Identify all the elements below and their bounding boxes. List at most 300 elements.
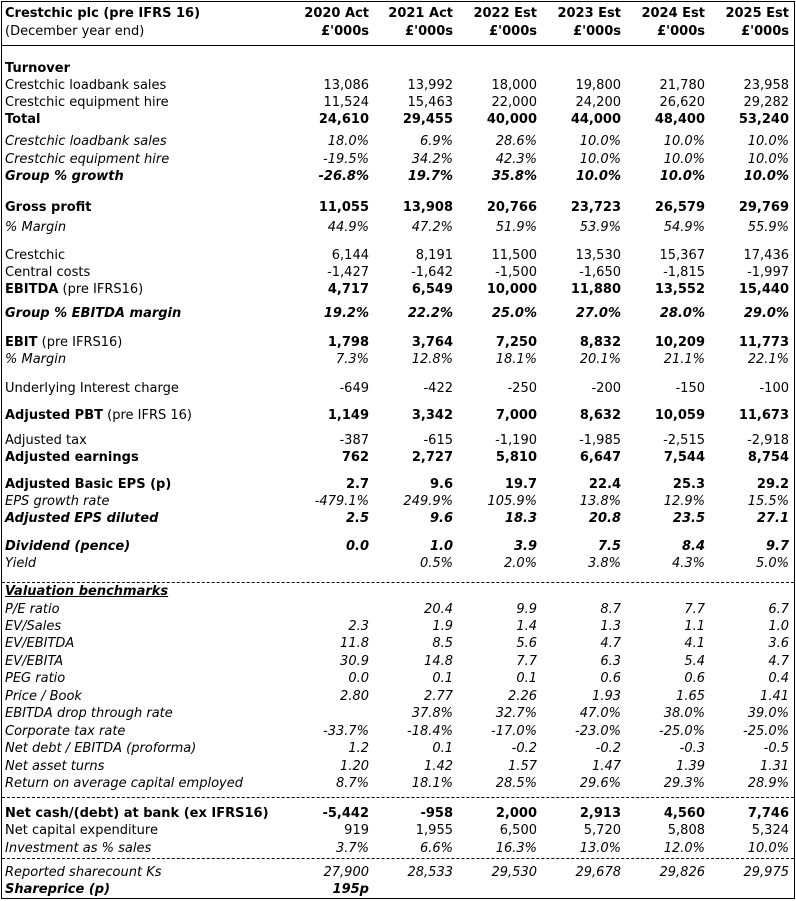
cell-value: 23,723 <box>570 200 621 215</box>
cell-value: 29.6% <box>579 776 621 791</box>
cell-value: 7,000 <box>495 408 537 423</box>
cell-value: 19,800 <box>575 78 621 93</box>
row-label-text: Adjusted EPS diluted <box>5 511 159 526</box>
row-label <box>2 806 292 821</box>
cell-value: 3.7% <box>335 841 369 856</box>
row-label <box>2 724 292 739</box>
cell-value: 18.0% <box>327 134 369 149</box>
table-row <box>2 493 794 510</box>
cell-value: 28.0% <box>659 306 705 321</box>
cell-value: -2,918 <box>747 433 789 448</box>
cell-value: 51.9% <box>495 220 537 235</box>
table-row <box>2 94 794 111</box>
cell-value: 25.0% <box>491 306 537 321</box>
cell-value: 6,500 <box>499 823 537 838</box>
cell-value: 29,455 <box>402 112 453 127</box>
cell-value: 0.6 <box>684 671 705 686</box>
cell-value: 11,500 <box>491 248 537 263</box>
row-label <box>2 61 292 76</box>
table-row <box>2 635 794 652</box>
cell-value: 15,367 <box>659 248 705 263</box>
row-label <box>2 352 292 367</box>
cell-value: -5,442 <box>322 806 369 821</box>
cell-value: 1.57 <box>508 759 537 774</box>
cell-value: 1.1 <box>684 619 705 634</box>
cell-value: 54.9% <box>663 220 705 235</box>
cell-value: 6.7 <box>768 602 789 617</box>
cell-value: 14.8 <box>424 654 453 669</box>
cell-value: 11,673 <box>738 408 789 423</box>
cell-value: 22.2% <box>407 306 453 321</box>
cell-value: 18,000 <box>491 78 537 93</box>
cell-value: 7.7 <box>516 654 537 669</box>
cell-value: 19.2% <box>323 306 369 321</box>
row-label-text: EV/Sales <box>5 619 62 634</box>
cell-value: 18.1% <box>495 352 537 367</box>
cell-value: 9.9 <box>516 602 537 617</box>
table-row <box>2 881 794 898</box>
row-label-text: Adjusted tax <box>5 433 87 448</box>
cell-value: 0.1 <box>516 671 537 686</box>
cell-value: 1.3 <box>600 619 621 634</box>
cell-value: 11.8 <box>340 636 369 651</box>
row-label-text: Return on average capital employed <box>5 776 243 791</box>
cell-value: 1.65 <box>676 689 705 704</box>
cell-value: 7.5 <box>597 539 621 554</box>
row-label <box>2 450 292 465</box>
cell-value: 10.0% <box>663 152 705 167</box>
table-row <box>2 555 794 572</box>
row-label <box>2 759 292 774</box>
cell-value: 0.1 <box>432 671 453 686</box>
row-label-text: Yield <box>5 556 37 571</box>
table-row <box>2 670 794 687</box>
cell-value: -2,515 <box>663 433 705 448</box>
column-unit: £'000s <box>741 24 789 39</box>
cell-value: 4.7 <box>600 636 621 651</box>
cell-value: -26.8% <box>318 169 369 184</box>
table-row <box>2 407 794 424</box>
cell-value: 6,647 <box>579 450 621 465</box>
row-label-text: Adjusted Basic EPS (p) <box>5 477 172 492</box>
row-label <box>2 265 292 280</box>
row-label-text: Total <box>5 112 41 127</box>
row-label-text: Reported sharecount Ks <box>5 865 162 880</box>
financial-table <box>1 1 795 899</box>
row-label-text: Group % EBITDA margin <box>5 306 182 321</box>
table-row <box>2 653 794 670</box>
row-label <box>2 477 292 492</box>
cell-value: 44,000 <box>570 112 621 127</box>
row-label <box>2 619 292 634</box>
row-label-text: EV/EBITDA <box>5 636 75 651</box>
row-label-text: Price / Book <box>5 689 82 704</box>
cell-value: 1.9 <box>432 619 453 634</box>
cell-value: 3.9 <box>513 539 537 554</box>
row-label <box>2 511 292 526</box>
cell-value: 5,720 <box>583 823 621 838</box>
row-label-text: Underlying Interest charge <box>5 381 179 396</box>
cell-value: 13.0% <box>579 841 621 856</box>
cell-value: 8,191 <box>415 248 453 263</box>
row-label <box>2 335 292 350</box>
cell-value: 2,727 <box>411 450 453 465</box>
cell-value: 12.9% <box>663 494 705 509</box>
cell-value: 105.9% <box>487 494 537 509</box>
cell-value: 27,900 <box>323 865 369 880</box>
cell-value: 3.8% <box>587 556 621 571</box>
header-row <box>2 5 794 22</box>
cell-value: -0.5 <box>763 741 789 756</box>
cell-value: 2.80 <box>340 689 369 704</box>
cell-value: 1.31 <box>760 759 789 774</box>
row-label <box>2 882 292 897</box>
cell-value: 13,530 <box>575 248 621 263</box>
cell-value: 37.8% <box>411 706 453 721</box>
row-label-suffix: (pre IFRS16) <box>58 282 144 297</box>
row-label <box>2 95 292 110</box>
cell-value: 24,610 <box>318 112 369 127</box>
row-label <box>2 408 292 423</box>
row-label-text: Shareprice (p) <box>5 882 111 897</box>
cell-value: 5.4 <box>684 654 705 669</box>
row-label-text: Turnover <box>5 61 70 76</box>
cell-value: 2.3 <box>348 619 369 634</box>
row-label <box>2 776 292 791</box>
cell-value: 919 <box>344 823 369 838</box>
table-row <box>2 281 794 298</box>
cell-value: 8.5 <box>432 636 453 651</box>
row-label <box>2 689 292 704</box>
cell-value: 22,000 <box>491 95 537 110</box>
row-label-text: % Margin <box>5 352 67 367</box>
row-label <box>2 539 292 554</box>
cell-value: -1,190 <box>495 433 537 448</box>
row-label <box>2 706 292 721</box>
cell-value: 38.0% <box>663 706 705 721</box>
cell-value: 11,524 <box>323 95 369 110</box>
row-label <box>2 200 292 215</box>
cell-value: 20.4 <box>424 602 453 617</box>
cell-value: 28.9% <box>747 776 789 791</box>
table-row <box>2 583 794 600</box>
row-label-text: Valuation benchmarks <box>5 584 169 599</box>
cell-value: 0.5% <box>419 556 453 571</box>
cell-value: -17.0% <box>491 724 537 739</box>
cell-value: 18.3 <box>504 511 537 526</box>
cell-value: 34.2% <box>411 152 453 167</box>
table-row <box>2 351 794 368</box>
cell-value: 13,992 <box>407 78 453 93</box>
cell-value: -1,642 <box>411 265 453 280</box>
cell-value: 4.1 <box>684 636 705 651</box>
table-row <box>2 60 794 77</box>
cell-value: 55.9% <box>747 220 789 235</box>
cell-value: -1,815 <box>663 265 705 280</box>
row-label <box>2 112 292 127</box>
cell-value: -18.4% <box>407 724 453 739</box>
cell-value: 40,000 <box>486 112 537 127</box>
cell-value: 19.7 <box>504 477 537 492</box>
table-row <box>2 305 794 322</box>
cell-value: 29,826 <box>659 865 705 880</box>
cell-value: 2.5 <box>345 511 369 526</box>
row-label <box>2 381 292 396</box>
cell-value: 8,832 <box>579 335 621 350</box>
cell-value: 0.6 <box>600 671 621 686</box>
cell-value: -23.0% <box>575 724 621 739</box>
table-row <box>2 740 794 757</box>
table-row <box>2 618 794 635</box>
cell-value: -422 <box>423 381 453 396</box>
cell-value: 1.93 <box>592 689 621 704</box>
cell-value: 15,463 <box>407 95 453 110</box>
cell-value: -150 <box>675 381 705 396</box>
cell-value: 10.0% <box>747 152 789 167</box>
cell-value: 53,240 <box>738 112 789 127</box>
table-row <box>2 705 794 722</box>
table-row <box>2 758 794 775</box>
row-label-text: Crestchic loadbank sales <box>5 134 167 149</box>
cell-value: 20.1% <box>579 352 621 367</box>
cell-value: 18.1% <box>411 776 453 791</box>
row-label-text: Adjusted earnings <box>5 450 139 465</box>
table-row <box>2 449 794 466</box>
cell-value: 8.4 <box>681 539 705 554</box>
row-label-text: EBITDA drop through rate <box>5 706 173 721</box>
cell-value: 20,766 <box>486 200 537 215</box>
cell-value: 1.39 <box>676 759 705 774</box>
row-label-text: Investment as % sales <box>5 841 152 856</box>
cell-value: 26,579 <box>654 200 705 215</box>
cell-value: 6.3 <box>600 654 621 669</box>
cell-value: -1,427 <box>327 265 369 280</box>
row-label <box>2 220 292 235</box>
cell-value: 20.8 <box>588 511 621 526</box>
cell-value: 27.0% <box>575 306 621 321</box>
cell-value: -1,650 <box>579 265 621 280</box>
cell-value: 47.2% <box>411 220 453 235</box>
cell-value: -0.2 <box>595 741 621 756</box>
table-row <box>2 432 794 449</box>
table-row <box>2 822 794 839</box>
row-label <box>2 602 292 617</box>
cell-value: 1.42 <box>424 759 453 774</box>
table-row <box>2 840 794 857</box>
cell-value: 47.0% <box>579 706 621 721</box>
cell-value: 0.1 <box>432 741 453 756</box>
cell-value: -19.5% <box>323 152 369 167</box>
table-row <box>2 151 794 168</box>
row-label-text: Central costs <box>5 265 91 280</box>
column-header: 2024 Est <box>641 6 705 21</box>
row-label-text: Adjusted PBT <box>5 408 103 423</box>
cell-value: -1,500 <box>495 265 537 280</box>
row-label-suffix: (pre IFRS 16) <box>102 408 192 423</box>
row-label-text: Net capital expenditure <box>5 823 158 838</box>
cell-value: 7,250 <box>495 335 537 350</box>
cell-value: 5.0% <box>755 556 789 571</box>
cell-value: 2.77 <box>424 689 453 704</box>
row-label-text: % Margin <box>5 220 67 235</box>
column-header: 2020 Act <box>304 6 369 21</box>
cell-value: -25.0% <box>659 724 705 739</box>
table-row <box>2 380 794 397</box>
cell-value: -25.0% <box>743 724 789 739</box>
row-label <box>2 152 292 167</box>
column-unit: £'000s <box>657 24 705 39</box>
row-label-text: Crestchic equipment hire <box>5 95 169 110</box>
cell-value: 9.6 <box>429 511 453 526</box>
row-label-text: Net debt / EBITDA (proforma) <box>5 741 197 756</box>
cell-value: 195p <box>332 882 369 897</box>
cell-value: 19.7% <box>407 169 453 184</box>
cell-value: 1.47 <box>592 759 621 774</box>
cell-value: 10.0% <box>743 169 789 184</box>
column-header: 2022 Est <box>473 6 537 21</box>
cell-value: 22.4 <box>588 477 621 492</box>
cell-value: 13,552 <box>654 282 705 297</box>
divider <box>2 582 794 583</box>
row-label-text: Gross profit <box>5 200 92 215</box>
cell-value: 0.0 <box>345 539 369 554</box>
cell-value: 30.9 <box>340 654 369 669</box>
cell-value: 1.0 <box>429 539 453 554</box>
column-unit: £'000s <box>573 24 621 39</box>
cell-value: -0.2 <box>511 741 537 756</box>
table-row <box>2 334 794 351</box>
row-label-text: EBIT <box>5 335 38 350</box>
cell-value: 6,144 <box>331 248 369 263</box>
row-label <box>2 823 292 838</box>
table-row <box>2 247 794 264</box>
table-row <box>2 133 794 150</box>
table-row <box>2 864 794 881</box>
cell-value: 4,717 <box>327 282 369 297</box>
cell-value: 39.0% <box>747 706 789 721</box>
cell-value: 6.9% <box>419 134 453 149</box>
row-label <box>2 584 292 599</box>
row-label <box>2 654 292 669</box>
cell-value: 6.6% <box>419 841 453 856</box>
row-label-text: P/E ratio <box>5 602 60 617</box>
row-label <box>2 306 292 321</box>
cell-value: 27.1 <box>756 511 789 526</box>
row-label-text: Net asset turns <box>5 759 105 774</box>
row-label <box>2 494 292 509</box>
table-row <box>2 264 794 281</box>
cell-value: 23.5 <box>672 511 705 526</box>
cell-value: 10.0% <box>663 134 705 149</box>
cell-value: 11,055 <box>318 200 369 215</box>
cell-value: 15,440 <box>738 282 789 297</box>
column-unit: £'000s <box>489 24 537 39</box>
cell-value: 24,200 <box>575 95 621 110</box>
cell-value: 44.9% <box>327 220 369 235</box>
row-label <box>2 134 292 149</box>
row-label-text: EV/EBITA <box>5 654 64 669</box>
cell-value: 5,324 <box>751 823 789 838</box>
table-row <box>2 723 794 740</box>
row-label <box>2 433 292 448</box>
table-row <box>2 688 794 705</box>
cell-value: 29.0% <box>743 306 789 321</box>
cell-value: 10.0% <box>579 152 621 167</box>
cell-value: 29,530 <box>491 865 537 880</box>
row-label-text: Crestchic loadbank sales <box>5 78 167 93</box>
row-label <box>2 636 292 651</box>
table-row <box>2 168 794 185</box>
table-row <box>2 538 794 555</box>
cell-value: -649 <box>339 381 369 396</box>
cell-value: 2.7 <box>345 477 369 492</box>
column-header: 2021 Act <box>388 6 453 21</box>
cell-value: 9.6 <box>429 477 453 492</box>
cell-value: 7,544 <box>663 450 705 465</box>
cell-value: 25.3 <box>672 477 705 492</box>
cell-value: 5.6 <box>516 636 537 651</box>
row-label <box>2 865 292 880</box>
cell-value: 2,913 <box>579 806 621 821</box>
row-label <box>2 671 292 686</box>
cell-value: 26,620 <box>659 95 705 110</box>
table-row <box>2 805 794 822</box>
cell-value: -200 <box>591 381 621 396</box>
cell-value: 8.7 <box>600 602 621 617</box>
cell-value: 4.3% <box>671 556 705 571</box>
cell-value: 2,000 <box>495 806 537 821</box>
cell-value: 8,754 <box>747 450 789 465</box>
row-label-text: Net cash/(debt) at bank (ex IFRS16) <box>5 806 269 821</box>
cell-value: 3.6 <box>768 636 789 651</box>
row-label <box>2 78 292 93</box>
cell-value: 28.5% <box>495 776 537 791</box>
cell-value: 8.7% <box>335 776 369 791</box>
cell-value: 3,342 <box>411 408 453 423</box>
cell-value: 1.2 <box>348 741 369 756</box>
cell-value: 16.3% <box>495 841 537 856</box>
cell-value: 23,958 <box>743 78 789 93</box>
row-label-text: Corporate tax rate <box>5 724 126 739</box>
cell-value: 10.0% <box>747 134 789 149</box>
cell-value: 12.8% <box>411 352 453 367</box>
cell-value: 2.26 <box>508 689 537 704</box>
cell-value: 29,678 <box>575 865 621 880</box>
row-label-text: Group % growth <box>5 169 124 184</box>
cell-value: 2.0% <box>503 556 537 571</box>
cell-value: -958 <box>420 806 453 821</box>
units-row <box>2 23 794 40</box>
table-row <box>2 476 794 493</box>
cell-value: -1,985 <box>579 433 621 448</box>
table-row <box>2 775 794 792</box>
cell-value: 13,086 <box>323 78 369 93</box>
column-header: 2023 Est <box>557 6 621 21</box>
table-row <box>2 219 794 236</box>
cell-value: 13.8% <box>579 494 621 509</box>
column-unit: £'000s <box>405 24 453 39</box>
row-label <box>2 169 292 184</box>
cell-value: 10.0% <box>659 169 705 184</box>
cell-value: 6,549 <box>411 282 453 297</box>
cell-value: 17,436 <box>743 248 789 263</box>
cell-value: 10,209 <box>654 335 705 350</box>
cell-value: 249.9% <box>403 494 453 509</box>
cell-value: 0.4 <box>768 671 789 686</box>
cell-value: 11,880 <box>570 282 621 297</box>
cell-value: -387 <box>339 433 369 448</box>
cell-value: -0.3 <box>679 741 705 756</box>
